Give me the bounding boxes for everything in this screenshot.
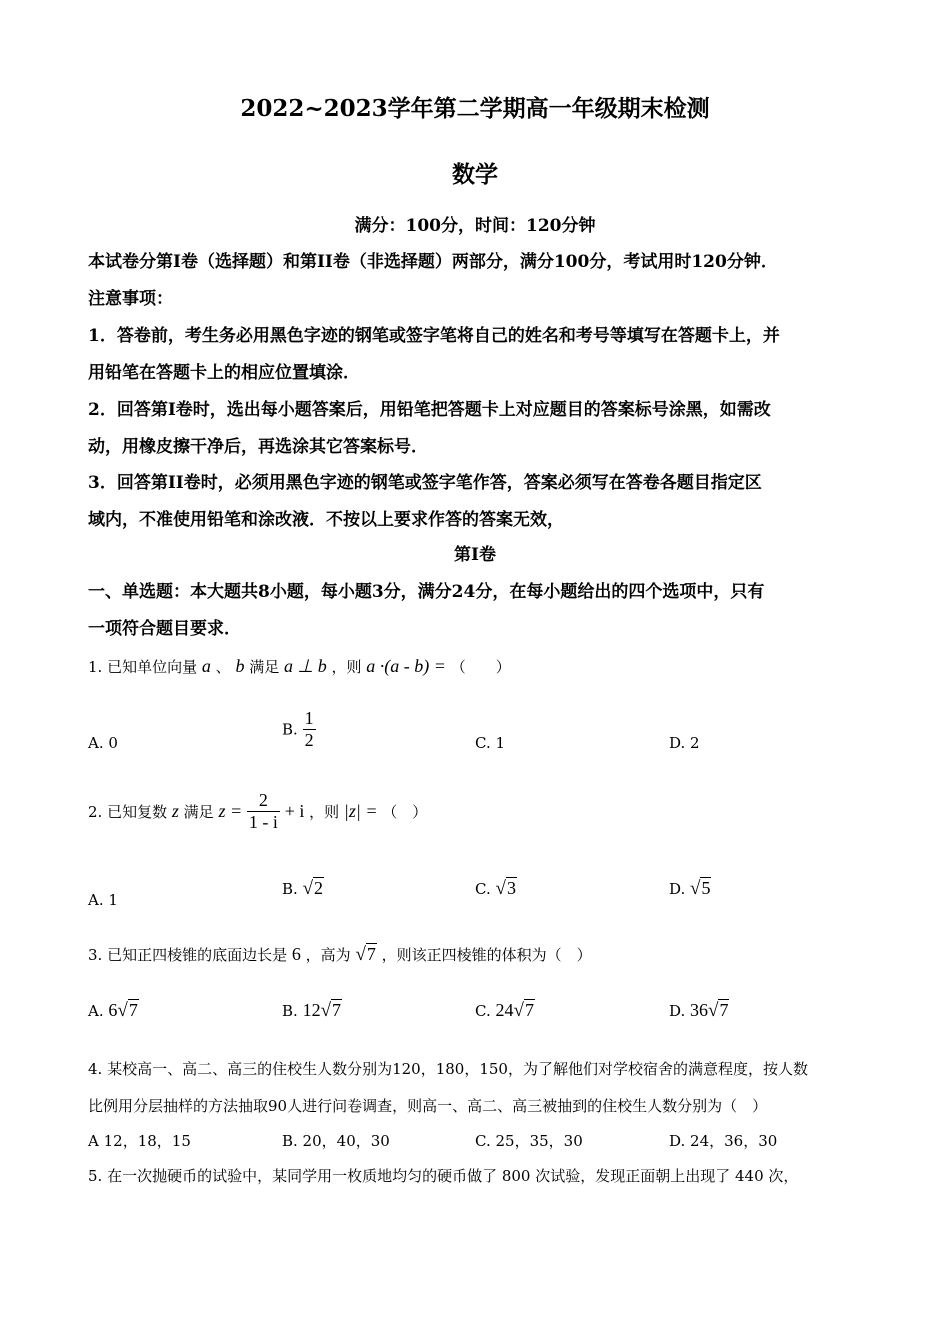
q3-height-sqrt: √7: [355, 944, 376, 965]
q4-option-a: A 12，18，15: [88, 1132, 191, 1150]
notice-title: 注意事项：: [88, 289, 173, 309]
q2-option-d-label: D.: [669, 880, 686, 898]
question-4-line-1: 4. 某校高一、高二、高三的住校生人数分别为120，180，150，为了解他们对学校宿舍的满意程度，按人数: [88, 1060, 808, 1078]
q3-option-c-label: C.: [475, 1002, 491, 1020]
q1-vector-b: b: [235, 656, 245, 676]
q2-option-a: A. 1: [88, 891, 118, 909]
score-time: 满分：100分，时间：120分钟: [354, 216, 596, 236]
q2-option-d-sqrt: √5: [690, 878, 711, 899]
q1-prefix: 1. 已知单位向量: [88, 658, 198, 676]
q2-mid: 满足: [183, 803, 214, 821]
q4-option-c: C. 25，35，30: [475, 1132, 583, 1150]
q1-option-a: A. 0: [88, 734, 118, 752]
question-3-stem: [88, 944, 592, 966]
q3-option-c: [475, 1000, 535, 1022]
question-1-stem: [88, 656, 511, 677]
q3-option-c-sqrt: √7: [513, 1000, 534, 1021]
q3-option-d-coef: 36: [690, 1000, 709, 1020]
q2-option-b-radicand: 2: [314, 878, 324, 898]
q2-option-c: [475, 878, 517, 900]
notice-item-3b: 域内，不准使用铅笔和涂改液．不按以上要求作答的答案无效，: [88, 510, 564, 530]
q1-vector-a: a: [201, 656, 211, 676]
q1-then: ，则: [331, 658, 362, 676]
section-heading-b: 一项符合题目要求．: [88, 619, 241, 639]
notice-item-1a: 1．答卷前，考生务必用黑色字迹的钢笔或签字笔将自己的姓名和考号等填写在答题卡上，并: [88, 326, 780, 346]
q1-expression: a ·(a - b) =: [366, 656, 446, 676]
q2-variable-z: z: [171, 801, 179, 821]
q1-option-b: [282, 708, 316, 751]
q3-option-d: [669, 1000, 729, 1022]
q2-prefix: 2. 已知复数: [88, 803, 168, 821]
exam-title: 2022~2023学年第二学期高一年级期末检测: [240, 95, 710, 122]
volume-heading: 第I卷: [454, 545, 496, 565]
q1-option-d: D. 2: [669, 734, 700, 752]
q4-option-b: B. 20，40，30: [282, 1132, 390, 1150]
q3-option-a-coef: 6: [108, 1000, 118, 1020]
q2-numerator: 2: [258, 790, 268, 810]
q2-blank: （ ）: [382, 803, 428, 821]
q3-option-b: [282, 1000, 342, 1022]
q2-option-b-label: B.: [282, 880, 298, 898]
q1-condition: a ⊥ b: [284, 656, 327, 676]
q2-lhs: z =: [218, 801, 243, 821]
q1-blank: （ ）: [450, 658, 511, 676]
q3-option-a-sqrt: √7: [117, 1000, 138, 1021]
q3-option-b-label: B.: [282, 1002, 298, 1020]
q2-option-d-radicand: 5: [701, 878, 711, 898]
q1-option-c: C. 1: [475, 734, 506, 752]
q3-height-radicand: 7: [366, 944, 376, 964]
section-heading-a: 一、单选题：本大题共8小题，每小题3分，满分24分，在每小题给出的四个选项中，只有: [88, 582, 765, 602]
subject-title: 数学: [452, 161, 498, 188]
q3-option-b-sqrt: √7: [320, 1000, 342, 1021]
notice-item-3a: 3．回答第II卷时，必须用黑色字迹的钢笔或签字笔作答，答案必须写在答卷各题目指定区: [88, 473, 762, 493]
q2-then: ，则: [309, 803, 340, 821]
q3-option-c-coef: 24: [495, 1000, 514, 1020]
notice-item-2a: 2．回答第I卷时，选出每小题答案后，用铅笔把答题卡上对应题目的答案标号涂黑，如需改: [88, 400, 771, 420]
q2-denominator: 1 - i: [248, 812, 278, 832]
q1-option-b-denominator: 2: [304, 730, 314, 750]
q1-mid: 满足: [249, 658, 280, 676]
q3-option-a: [88, 1000, 139, 1022]
q3-option-a-radicand: 7: [128, 1000, 138, 1020]
q2-abs-z: |z| =: [343, 801, 378, 821]
q2-option-c-sqrt: √3: [495, 878, 516, 899]
question-4-line-2: 比例用分层抽样的方法抽取90人进行问卷调查，则高一、高二、高三被抽到的住校生人数分别为（ ）: [88, 1097, 768, 1115]
q3-option-d-sqrt: √7: [708, 1000, 729, 1021]
q3-side-length: 6: [291, 944, 301, 964]
notice-item-1b: 用铅笔在答题卡上的相应位置填涂．: [88, 363, 360, 383]
q3-option-d-radicand: 7: [719, 1000, 729, 1020]
question-5-line-1: 5. 在一次抛硬币的试验中，某同学用一枚质地均匀的硬币做了 800 次试验，发现正面朝上出现了 440 次，: [88, 1167, 799, 1185]
q3-option-b-coef: 12: [302, 1000, 321, 1020]
q2-option-c-radicand: 3: [506, 878, 516, 898]
intro-line: 本试卷分第I卷（选择题）和第II卷（非选择题）两部分，满分100分，考试用时120分钟．: [88, 252, 778, 272]
q3-tail: ，则该正四棱锥的体积为（ ）: [381, 946, 592, 964]
q2-option-b-sqrt: √2: [302, 878, 324, 899]
q3-mid: ，高为: [305, 946, 351, 964]
notice-item-2b: 动，用橡皮擦干净后，再选涂其它答案标号．: [88, 437, 428, 457]
q1-option-b-label: B.: [282, 720, 298, 739]
q3-option-d-label: D.: [669, 1002, 686, 1020]
q2-option-c-label: C.: [475, 880, 491, 898]
q3-option-b-radicand: 7: [332, 1000, 342, 1020]
q2-fraction: [247, 790, 280, 833]
q3-prefix: 3. 已知正四棱锥的底面边长是: [88, 946, 288, 964]
q1-option-b-numerator: 1: [304, 708, 314, 728]
q2-option-b: [282, 878, 324, 900]
q1-sep: 、: [215, 658, 231, 676]
q2-plus-i: + i: [284, 801, 305, 821]
q3-option-a-label: A.: [88, 1002, 104, 1020]
q2-option-d: [669, 878, 711, 900]
q4-option-d: D. 24，36，30: [669, 1132, 778, 1150]
question-2-stem: [88, 790, 427, 833]
q3-option-c-radicand: 7: [524, 1000, 534, 1020]
q1-option-b-fraction: [303, 708, 316, 751]
